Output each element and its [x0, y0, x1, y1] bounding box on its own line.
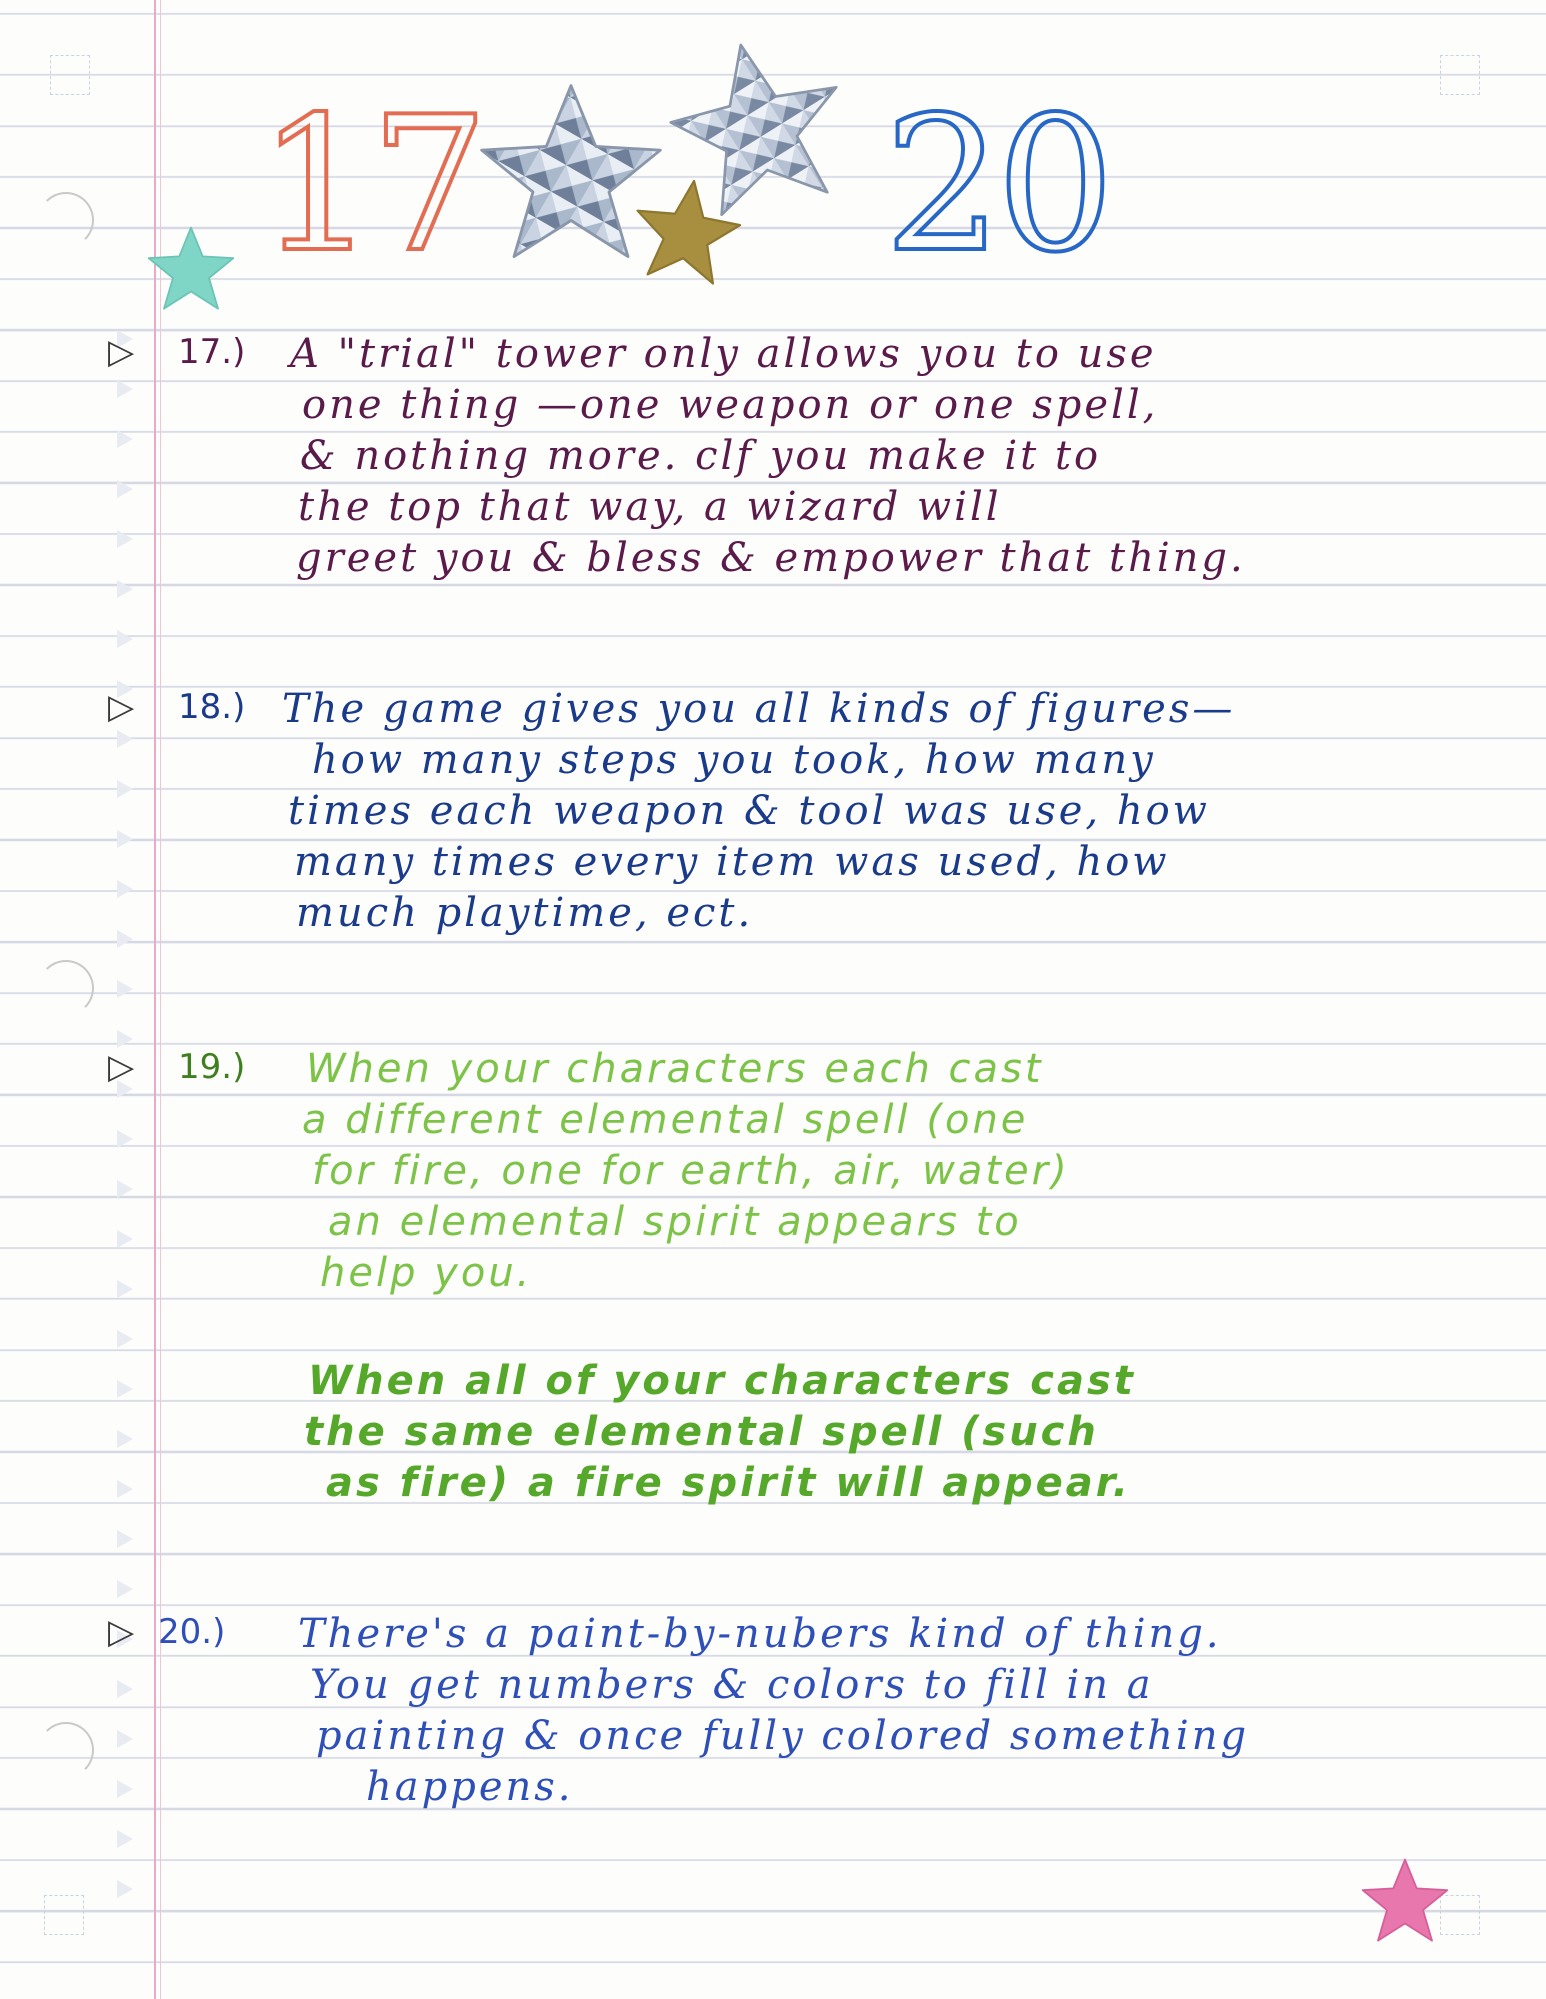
- margin-triangle: [117, 430, 133, 448]
- margin-triangle: [117, 780, 133, 798]
- margin-triangle: [117, 1480, 133, 1498]
- text-line: & nothing more. clf you make it to: [300, 433, 1102, 479]
- text-line: as fire) a fire spirit will appear.: [326, 1460, 1131, 1506]
- text-line: There's a paint-by-nubers kind of thing.: [298, 1611, 1222, 1657]
- text-line: the same elemental spell (such: [304, 1409, 1099, 1455]
- entry-number: 18.): [178, 687, 246, 727]
- triangle-bullet-icon: ▷: [108, 1047, 135, 1087]
- margin-triangle: [117, 1830, 133, 1848]
- text-line: for fire, one for earth, air, water): [312, 1148, 1070, 1194]
- text-line: an elemental spirit appears to: [328, 1199, 1022, 1245]
- entry-number: 19.): [178, 1047, 246, 1087]
- entry-text: [302, 1044, 1466, 1299]
- margin-triangle: [117, 730, 133, 748]
- binder-hole: [38, 1722, 94, 1778]
- margin-triangle: [117, 1780, 133, 1798]
- corner-mark: [44, 1895, 84, 1935]
- margin-triangle: [117, 1430, 133, 1448]
- margin-triangle: [117, 1330, 133, 1348]
- margin-triangle: [117, 1530, 133, 1548]
- teal-star-sticker: [146, 224, 236, 314]
- entry-text: [290, 329, 1450, 584]
- margin-triangle: [117, 530, 133, 548]
- text-line: the top that way, a wizard will: [298, 484, 1002, 530]
- margin-triangle: [117, 1730, 133, 1748]
- text-line: how many steps you took, how many: [312, 737, 1156, 783]
- margin-triangle: [117, 1380, 133, 1398]
- entry-number: 20.): [158, 1612, 226, 1652]
- margin-triangle: [117, 980, 133, 998]
- corner-mark: [50, 55, 90, 95]
- entry-text: [298, 1609, 1458, 1813]
- text-line: a different elemental spell (one: [302, 1097, 1029, 1143]
- gold-star-sticker: [632, 176, 742, 286]
- text-line: much playtime, ect.: [296, 890, 754, 936]
- header-number-right: 20: [884, 76, 1109, 293]
- entry-text: [282, 684, 1442, 939]
- text-line: times each weapon & tool was use, how: [288, 788, 1210, 834]
- margin-triangle: [117, 480, 133, 498]
- text-line: help you.: [320, 1250, 533, 1296]
- margin-triangle: [117, 1180, 133, 1198]
- text-line: A "trial" tower only allows you to use: [290, 331, 1157, 377]
- triangle-bullet-icon: ▷: [108, 687, 135, 727]
- margin-triangle: [117, 1280, 133, 1298]
- text-line: happens.: [366, 1764, 574, 1810]
- triangle-bullet-icon: ▷: [108, 332, 135, 372]
- margin-triangle: [117, 580, 133, 598]
- margin-triangle: [117, 1030, 133, 1048]
- margin-triangle: [117, 1880, 133, 1898]
- pink-star-sticker: [1360, 1856, 1450, 1946]
- margin-triangle: [117, 1130, 133, 1148]
- margin-triangle: [117, 930, 133, 948]
- text-line: The game gives you all kinds of figures—: [282, 686, 1236, 732]
- margin-triangle: [117, 880, 133, 898]
- text-line: one thing —one weapon or one spell,: [302, 382, 1159, 428]
- entry-number: 17.): [178, 332, 246, 372]
- text-line: You get numbers & colors to fill in a: [310, 1662, 1154, 1708]
- margin-triangle: [117, 630, 133, 648]
- text-line: greet you & bless & empower that thing.: [296, 535, 1246, 581]
- margin-triangle: [117, 1230, 133, 1248]
- text-line: painting & once fully colored something: [316, 1713, 1250, 1759]
- text-line: When your characters each cast: [306, 1046, 1044, 1092]
- text-line: When all of your characters cast: [308, 1358, 1136, 1404]
- header-number-left: 17: [258, 76, 483, 293]
- margin-triangle: [117, 1580, 133, 1598]
- margin-triangle: [117, 830, 133, 848]
- margin-triangle: [117, 380, 133, 398]
- entry-text-secondary: [304, 1356, 1468, 1509]
- binder-hole: [38, 192, 94, 248]
- binder-hole: [38, 960, 94, 1016]
- corner-mark: [1440, 55, 1480, 95]
- text-line: many times every item was used, how: [294, 839, 1170, 885]
- margin-triangle: [117, 1680, 133, 1698]
- triangle-bullet-icon: ▷: [108, 1612, 135, 1652]
